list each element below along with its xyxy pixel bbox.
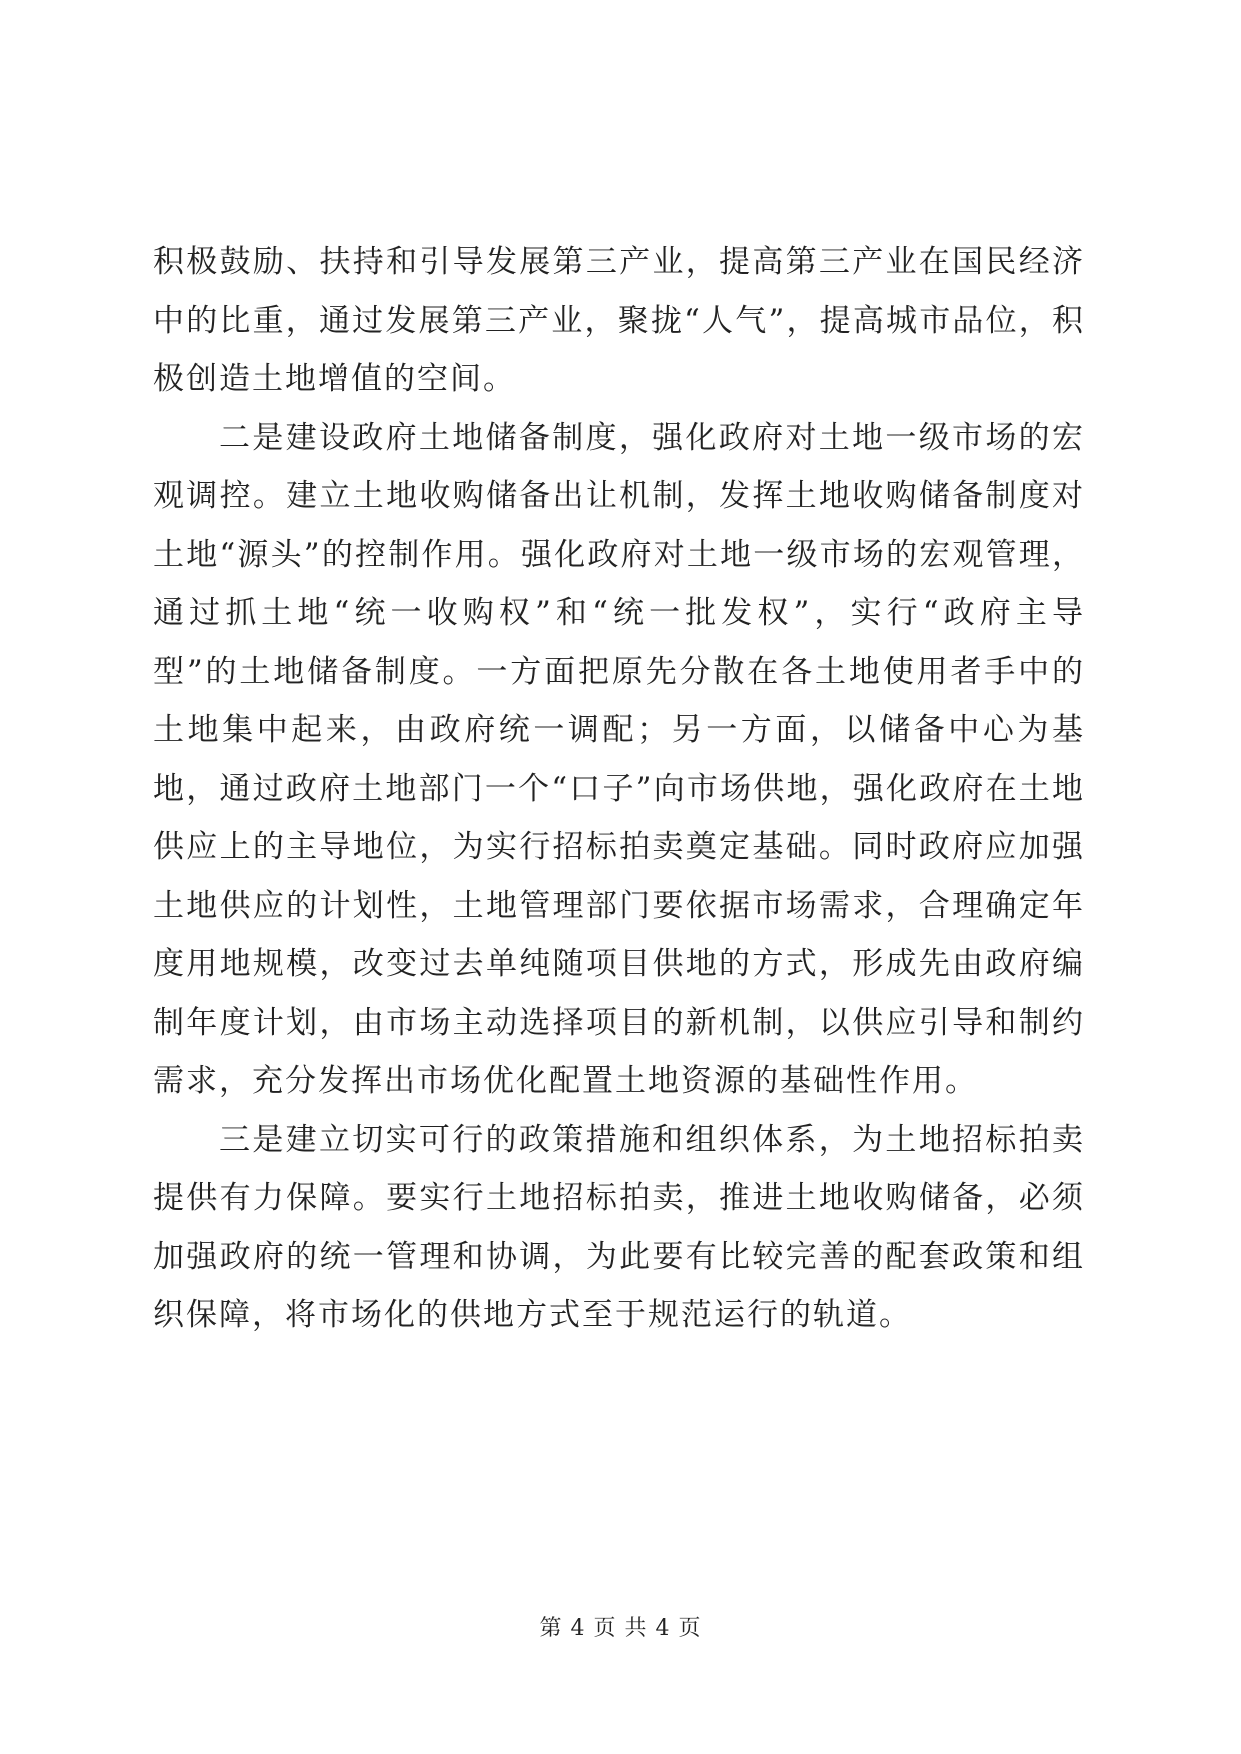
document-body xyxy=(153,233,1085,1345)
paragraph-2: 二是建设政府土地储备制度，强化政府对土地一级市场的宏观调控。建立土地收购储备出让机制，发挥土地收购储备制度对土地“源头”的控制作用。强化政府对土地一级市场的宏观管理，通过抓土地“统一收购权”和“统一批发权”，实行“政府主导型”的土地储备制度。一方面把原先分散在各土地使用者手中的土地集中起来，由政府统一调配；另一方面，以储备中心为基地，通过政府土地部门一个“口子”向市场供地，强化政府在土地供应上的主导地位，为实行招标拍卖奠定基础。同时政府应加强土地供应的计划性，土地管理部门要依据市场需求，合理确定年度用地规模，改变过去单纯随项目供地的方式，形成先由政府编制年度计划，由市场主动选择项目的新机制，以供应引导和制约需求，充分发挥出市场优化配置土地资源的基础性作用。 xyxy=(153,419,1085,1099)
paragraph-1: 积极鼓励、扶持和引导发展第三产业，提高第三产业在国民经济中的比重，通过发展第三产业，聚拢“人气”，提高城市品位，积极创造土地增值的空间。 xyxy=(153,244,1085,397)
page-number: 第 4 页 共 4 页 xyxy=(539,1616,702,1641)
paragraph-3: 三是建立切实可行的政策措施和组织体系，为土地招标拍卖提供有力保障。要实行土地招标拍卖，推进土地收购储备，必须加强政府的统一管理和协调，为此要有比较完善的配套政策和组织保障，将市场化的供地方式至于规范运行的轨道。 xyxy=(153,1121,1085,1333)
page-footer xyxy=(0,1611,1241,1642)
